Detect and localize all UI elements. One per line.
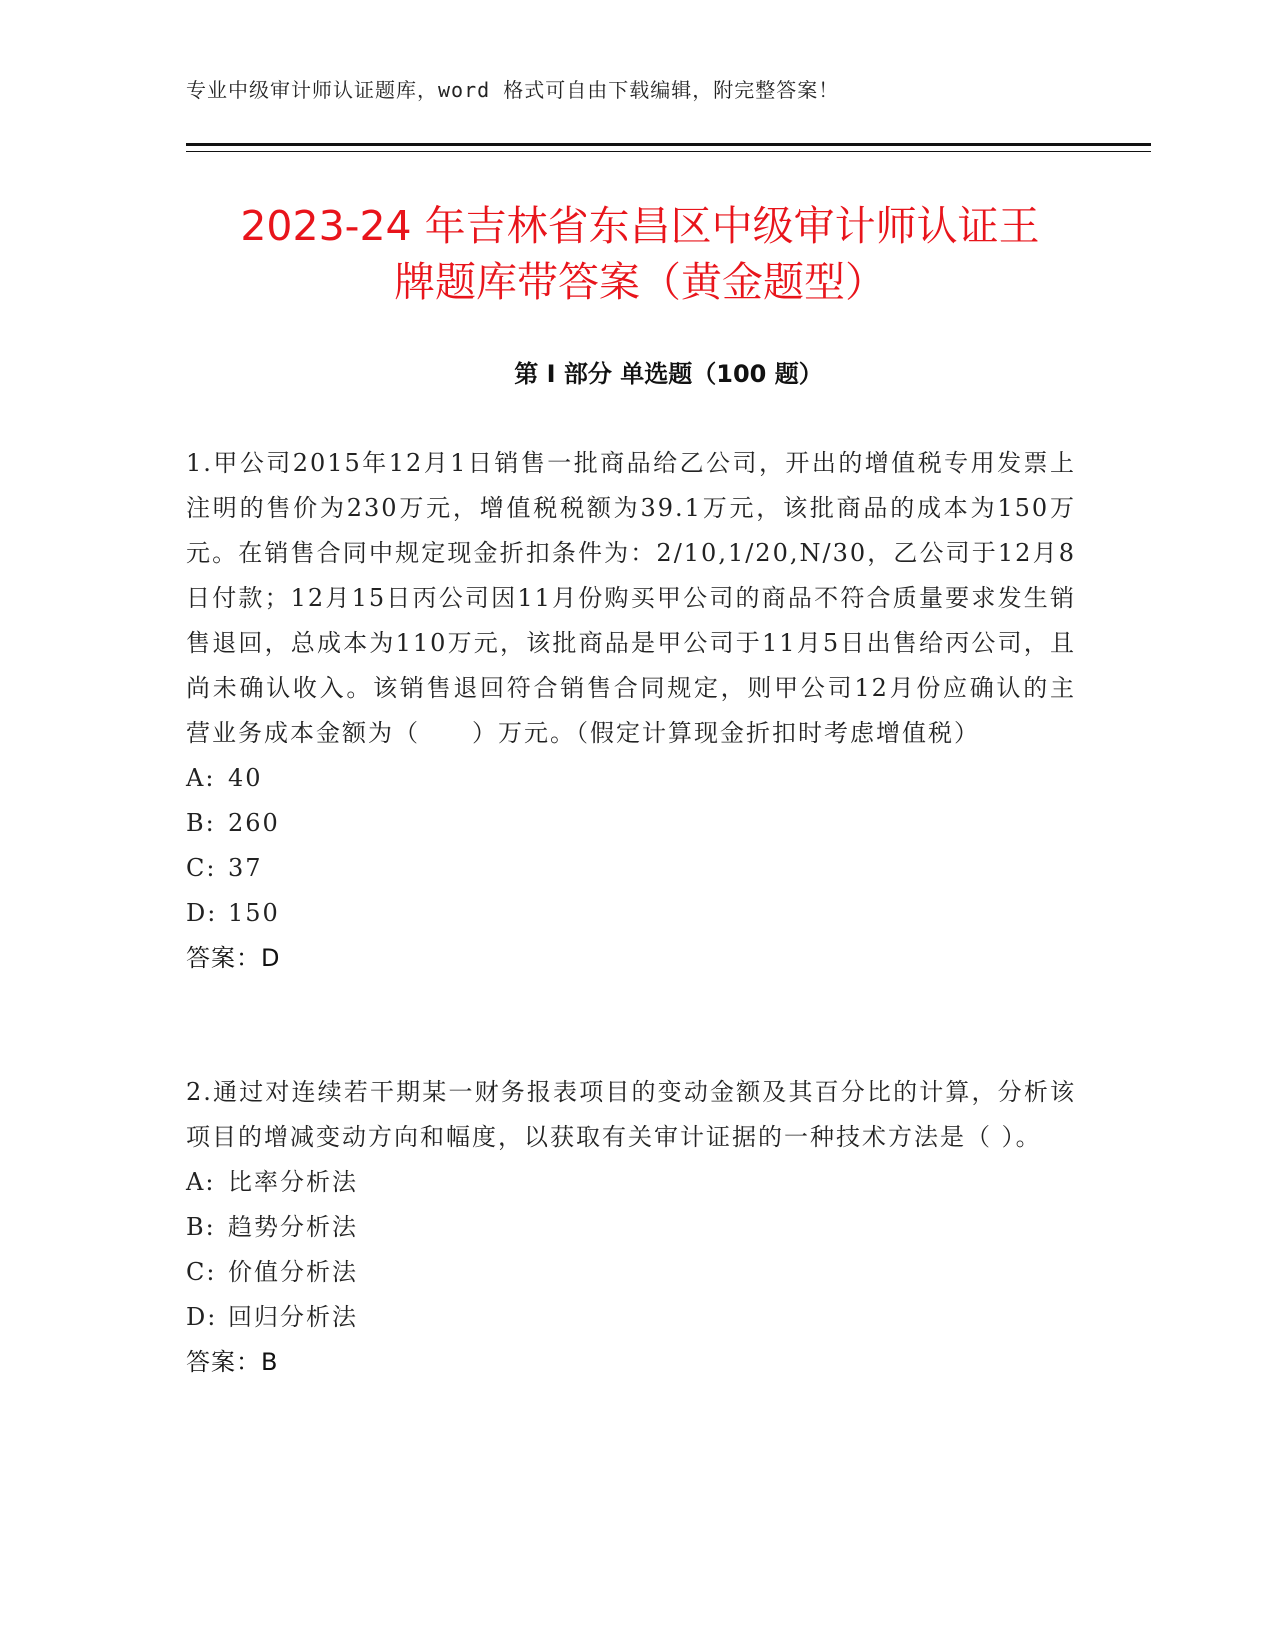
question-stem: 1.甲公司2015年12月1日销售一批商品给乙公司，开出的增值税专用发票上注明的售价为230万元，增值税税额为39.1万元，该批商品的成本为150万元。在销售合同中规定现金折扣条件为：2/10,1/20,N/30，乙公司于12月8日付款；12月15日丙公司因11月份购买甲公司的商品不符合质量要求发生销售退回，总成本为110万元，该批商品是甲公司于11月5日出售给丙公司，且尚未确认收入。该销售退回符合销售合同规定，则甲公司12月份应确认的主营业务成本金额为（ ）万元。（假定计算现金折扣时考虑增值税） xyxy=(186,449,1076,747)
option-letter: A: xyxy=(186,1168,216,1196)
header-note: 专业中级审计师认证题库，word 格式可自由下载编辑，附完整答案！ xyxy=(186,78,840,102)
option-d xyxy=(186,891,1076,936)
option-text: 回归分析法 xyxy=(228,1303,358,1331)
section-title: 第 I 部分 单选题（100 题） xyxy=(514,360,823,388)
option-letter: C: xyxy=(186,854,217,882)
document-title-line2: 牌题库带答案（黄金题型） xyxy=(394,258,886,306)
option-text: 趋势分析法 xyxy=(228,1213,358,1241)
option-letter: C: xyxy=(186,1258,217,1286)
option-letter: D: xyxy=(186,899,218,927)
option-b xyxy=(186,1205,1076,1250)
option-text: 40 xyxy=(228,764,263,792)
header-rule-thick xyxy=(186,143,1151,146)
question-2 xyxy=(186,1070,1076,1385)
answer-text: 答案：B xyxy=(186,1348,279,1376)
option-c xyxy=(186,846,1076,891)
document-title-line1: 2023-24 年吉林省东昌区中级审计师认证王 xyxy=(240,202,1040,250)
document-title xyxy=(200,198,1080,310)
option-letter: D: xyxy=(186,1303,218,1331)
option-a xyxy=(186,1160,1076,1205)
option-c xyxy=(186,1250,1076,1295)
option-text: 260 xyxy=(228,809,280,837)
answer-text: 答案：D xyxy=(186,944,281,972)
option-text: 37 xyxy=(228,854,263,882)
option-text: 150 xyxy=(228,899,280,927)
header-rule-thin xyxy=(186,151,1151,152)
option-b xyxy=(186,801,1076,846)
option-a xyxy=(186,756,1076,801)
option-d xyxy=(186,1295,1076,1340)
question-1 xyxy=(186,441,1076,981)
option-list xyxy=(186,756,1076,936)
option-text: 比率分析法 xyxy=(228,1168,358,1196)
option-letter: B: xyxy=(186,809,216,837)
option-text: 价值分析法 xyxy=(228,1258,358,1286)
option-letter: B: xyxy=(186,1213,216,1241)
option-letter: A: xyxy=(186,764,216,792)
question-stem: 2.通过对连续若干期某一财务报表项目的变动金额及其百分比的计算，分析该项目的增减变动方向和幅度，以获取有关审计证据的一种技术方法是（ ）。 xyxy=(186,1078,1076,1151)
option-list xyxy=(186,1160,1076,1340)
